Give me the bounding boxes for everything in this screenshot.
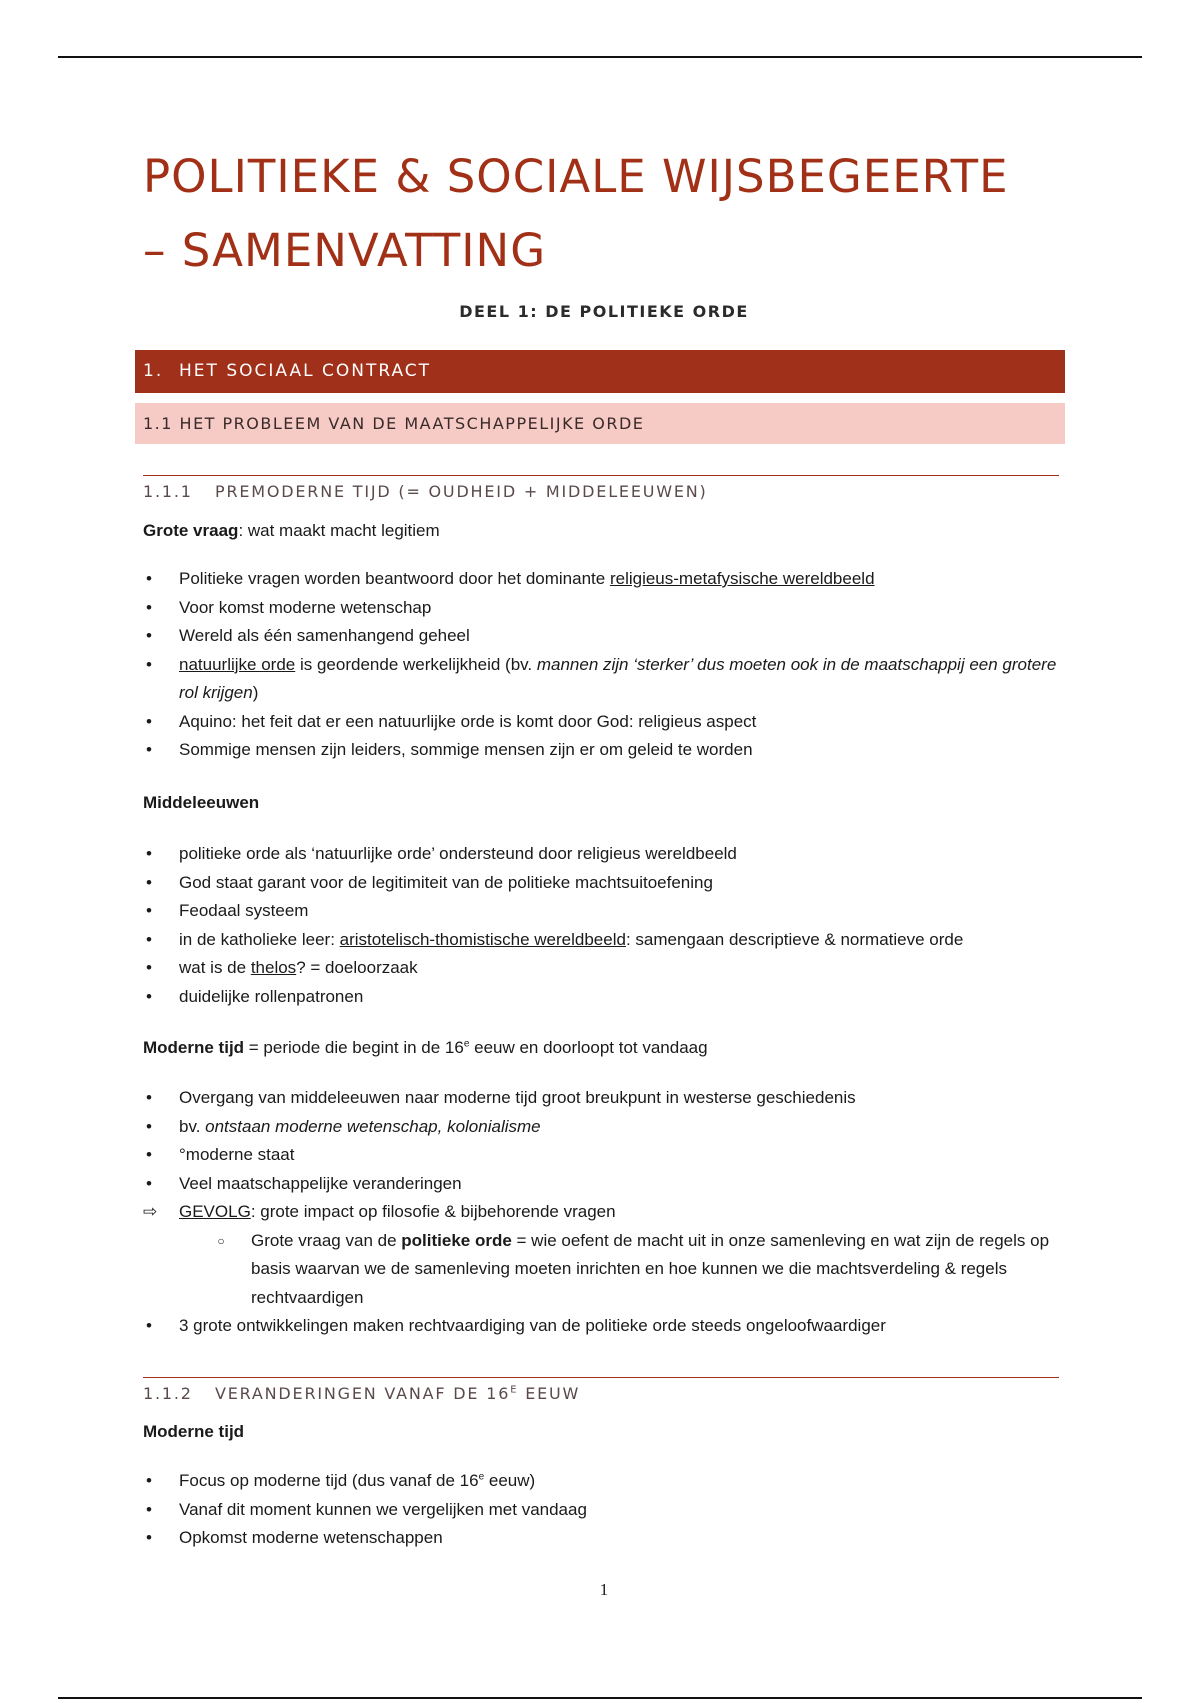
list-text: Grote vraag van de — [251, 1230, 402, 1250]
list-text: = wie oefent de macht uit in onze samenleving en wat zijn de regels op basis waarvan we de samenleving moeten inrichten en hoe kunnen we die machtsverdeling & regels rechtvaardigen — [251, 1230, 1050, 1307]
bullet-icon: • — [146, 901, 152, 920]
bullet-icon: • — [146, 740, 152, 759]
circle-bullet-icon: ○ — [217, 1233, 225, 1248]
list-item — [143, 954, 1065, 983]
section-heading-1-1: 1.1 HET PROBLEEM VAN DE MAATSCHAPPELIJKE ORDE — [135, 403, 1065, 444]
bullet-icon: • — [146, 1173, 152, 1193]
list-item — [143, 840, 1065, 869]
underlined-term: thelos — [250, 958, 297, 977]
list-text: Veel maatschappelijke veranderingen — [179, 1173, 462, 1193]
list-text: duidelijke rollenpatronen — [179, 986, 364, 1006]
italic-text: ontstaan moderne wetenschap, kolonialisme — [205, 1116, 541, 1136]
list-text: wat is de — [179, 958, 251, 977]
middeleeuwen-label — [143, 791, 259, 815]
list-text: is geordende werkelijkheid (bv. — [295, 654, 537, 674]
list-text: : samengaan descriptieve & normatieve orde — [625, 929, 964, 949]
bullet-icon: • — [146, 597, 152, 617]
bullet-icon: • — [146, 1316, 152, 1335]
underlined-term: GEVOLG — [179, 1202, 251, 1221]
list-text: Wereld als één samenhangend geheel — [179, 626, 470, 645]
list-item — [143, 1198, 1065, 1227]
list-item-nested — [143, 1227, 1065, 1313]
moderne-tijd-label — [143, 1420, 244, 1444]
subsection-number: 1.1.1 — [143, 482, 193, 501]
subsection-heading-1-1-1 — [143, 475, 1059, 501]
question-line — [143, 519, 440, 543]
list-text: God staat garant voor de legitimiteit van de politieke machtsuitoefening — [179, 872, 713, 892]
list-text: ? = doeloorzaak — [296, 958, 418, 977]
list-text: Overgang van middeleeuwen naar moderne tijd groot breukpunt in westerse geschiedenis — [179, 1088, 856, 1107]
list-item — [143, 708, 1065, 737]
section-heading-1 — [135, 350, 1065, 393]
document-title — [143, 140, 1103, 288]
subsection-heading-1-1-2 — [143, 1377, 1059, 1403]
bold-label: Middeleeuwen — [143, 793, 260, 812]
bullet-icon: • — [146, 1088, 152, 1107]
section-number: 1. — [143, 361, 164, 381]
subsection-label: VERANDERINGEN VANAF DE 16 — [215, 1384, 511, 1403]
underlined-term: natuurlijke orde — [179, 654, 296, 674]
subsection-label-end: EEUW — [518, 1384, 581, 1403]
bullet-icon: • — [146, 844, 152, 863]
list-item — [143, 1496, 1065, 1525]
list-item — [143, 1084, 1065, 1113]
list-text: Opkomst moderne wetenschappen — [179, 1528, 443, 1547]
bold-label: Moderne tijd — [143, 1038, 245, 1057]
bullet-icon: • — [146, 1116, 152, 1136]
title-line-2: – SAMENVATTING — [143, 224, 547, 277]
bullet-icon: • — [146, 929, 152, 949]
list-text: Sommige mensen zijn leiders, sommige mensen zijn er om geleid te worden — [179, 740, 753, 759]
list-item — [143, 897, 1065, 926]
list-text: in de katholieke leer: — [179, 929, 340, 949]
premodern-bullet-list — [143, 565, 1065, 765]
list-text: Feodaal systeem — [179, 901, 309, 920]
bullet-icon: • — [146, 986, 152, 1006]
list-text: Aquino: het feit dat er een natuurlijke orde is komt door God: religieus aspect — [179, 711, 757, 731]
subsection-label: PREMODERNE TIJD (= OUDHEID + MIDDELEEUWEN) — [215, 482, 708, 501]
bullet-icon: • — [146, 872, 152, 892]
list-text: Vanaf dit moment kunnen we vergelijken met vandaag — [179, 1499, 587, 1519]
bullet-icon: • — [146, 654, 152, 674]
italic-text: mannen zijn ‘sterker’ dus moeten ook in de maatschappij een grotere rol krijgen — [179, 654, 1057, 702]
list-text: eeuw) — [484, 1471, 536, 1490]
definition-text: eeuw en doorloopt tot vandaag — [469, 1038, 708, 1057]
list-item — [143, 1141, 1065, 1170]
bullet-icon: • — [146, 711, 152, 731]
list-item — [143, 736, 1065, 765]
list-item — [143, 622, 1065, 651]
list-text: Focus op moderne tijd (dus vanaf de 16 — [179, 1471, 479, 1490]
bullet-icon: • — [146, 1471, 152, 1490]
list-item — [143, 1113, 1065, 1142]
question-rest: : wat maakt macht legitiem — [238, 521, 440, 540]
page-top-rule — [58, 56, 1142, 58]
bullet-icon: • — [146, 1145, 152, 1164]
page-number: 1 — [599, 1580, 609, 1599]
superscript: E — [510, 1384, 519, 1396]
bullet-icon: • — [146, 1499, 152, 1519]
list-text: politieke orde als ‘natuurlijke orde’ ondersteund door religieus wereldbeeld — [179, 844, 737, 863]
list-text: ) — [252, 683, 259, 702]
subsection-number: 1.1.2 — [143, 1384, 193, 1403]
list-item — [143, 565, 1065, 594]
question-bold: Grote vraag — [143, 521, 239, 540]
bullet-icon: • — [146, 958, 152, 977]
bullet-icon: • — [146, 626, 152, 645]
arrow-icon: ⇨ — [143, 1202, 158, 1221]
list-item — [143, 926, 1065, 955]
superscript: e — [463, 1038, 470, 1050]
list-item — [143, 869, 1065, 898]
underlined-term: religieus-metafysische wereldbeeld — [609, 569, 875, 588]
list-item — [143, 1312, 1065, 1341]
definition-text: = periode die begint in de 16 — [244, 1038, 464, 1057]
title-line-1: POLITIEKE & SOCIALE WIJSBEGEERTE — [143, 150, 1009, 203]
bold-term: politieke orde — [401, 1230, 512, 1250]
list-text: Politieke vragen worden beantwoord door het dominante — [179, 569, 610, 588]
list-item — [143, 594, 1065, 623]
underlined-term: aristotelisch-thomistische wereldbeeld — [339, 929, 626, 949]
page-bottom-rule — [58, 1697, 1142, 1699]
list-text: 3 grote ontwikkelingen maken rechtvaardiging van de politieke orde steeds ongeloofwaardiger — [179, 1316, 886, 1335]
moderne-tijd-bullet-list — [143, 1084, 1065, 1341]
part-subtitle: DEEL 1: DE POLITIEKE ORDE — [459, 302, 749, 321]
moderne-tijd-definition — [143, 1036, 708, 1060]
list-item — [143, 1467, 1065, 1496]
veranderingen-bullet-list — [143, 1467, 1065, 1553]
list-text: °moderne staat — [179, 1145, 295, 1164]
middeleeuwen-bullet-list — [143, 840, 1065, 1011]
list-item — [143, 1524, 1065, 1553]
list-text: Voor komst moderne wetenschap — [179, 597, 432, 617]
list-item — [143, 651, 1065, 708]
bullet-icon: • — [146, 1528, 152, 1547]
list-text: : grote impact op filosofie & bijbehorende vragen — [250, 1202, 616, 1221]
list-text: bv. — [179, 1116, 206, 1136]
superscript: e — [478, 1471, 485, 1483]
list-item — [143, 983, 1065, 1012]
bold-label: Moderne tijd — [143, 1422, 245, 1441]
bullet-icon: • — [146, 569, 152, 588]
list-item — [143, 1170, 1065, 1199]
section-label: HET SOCIAAL CONTRACT — [179, 361, 432, 381]
